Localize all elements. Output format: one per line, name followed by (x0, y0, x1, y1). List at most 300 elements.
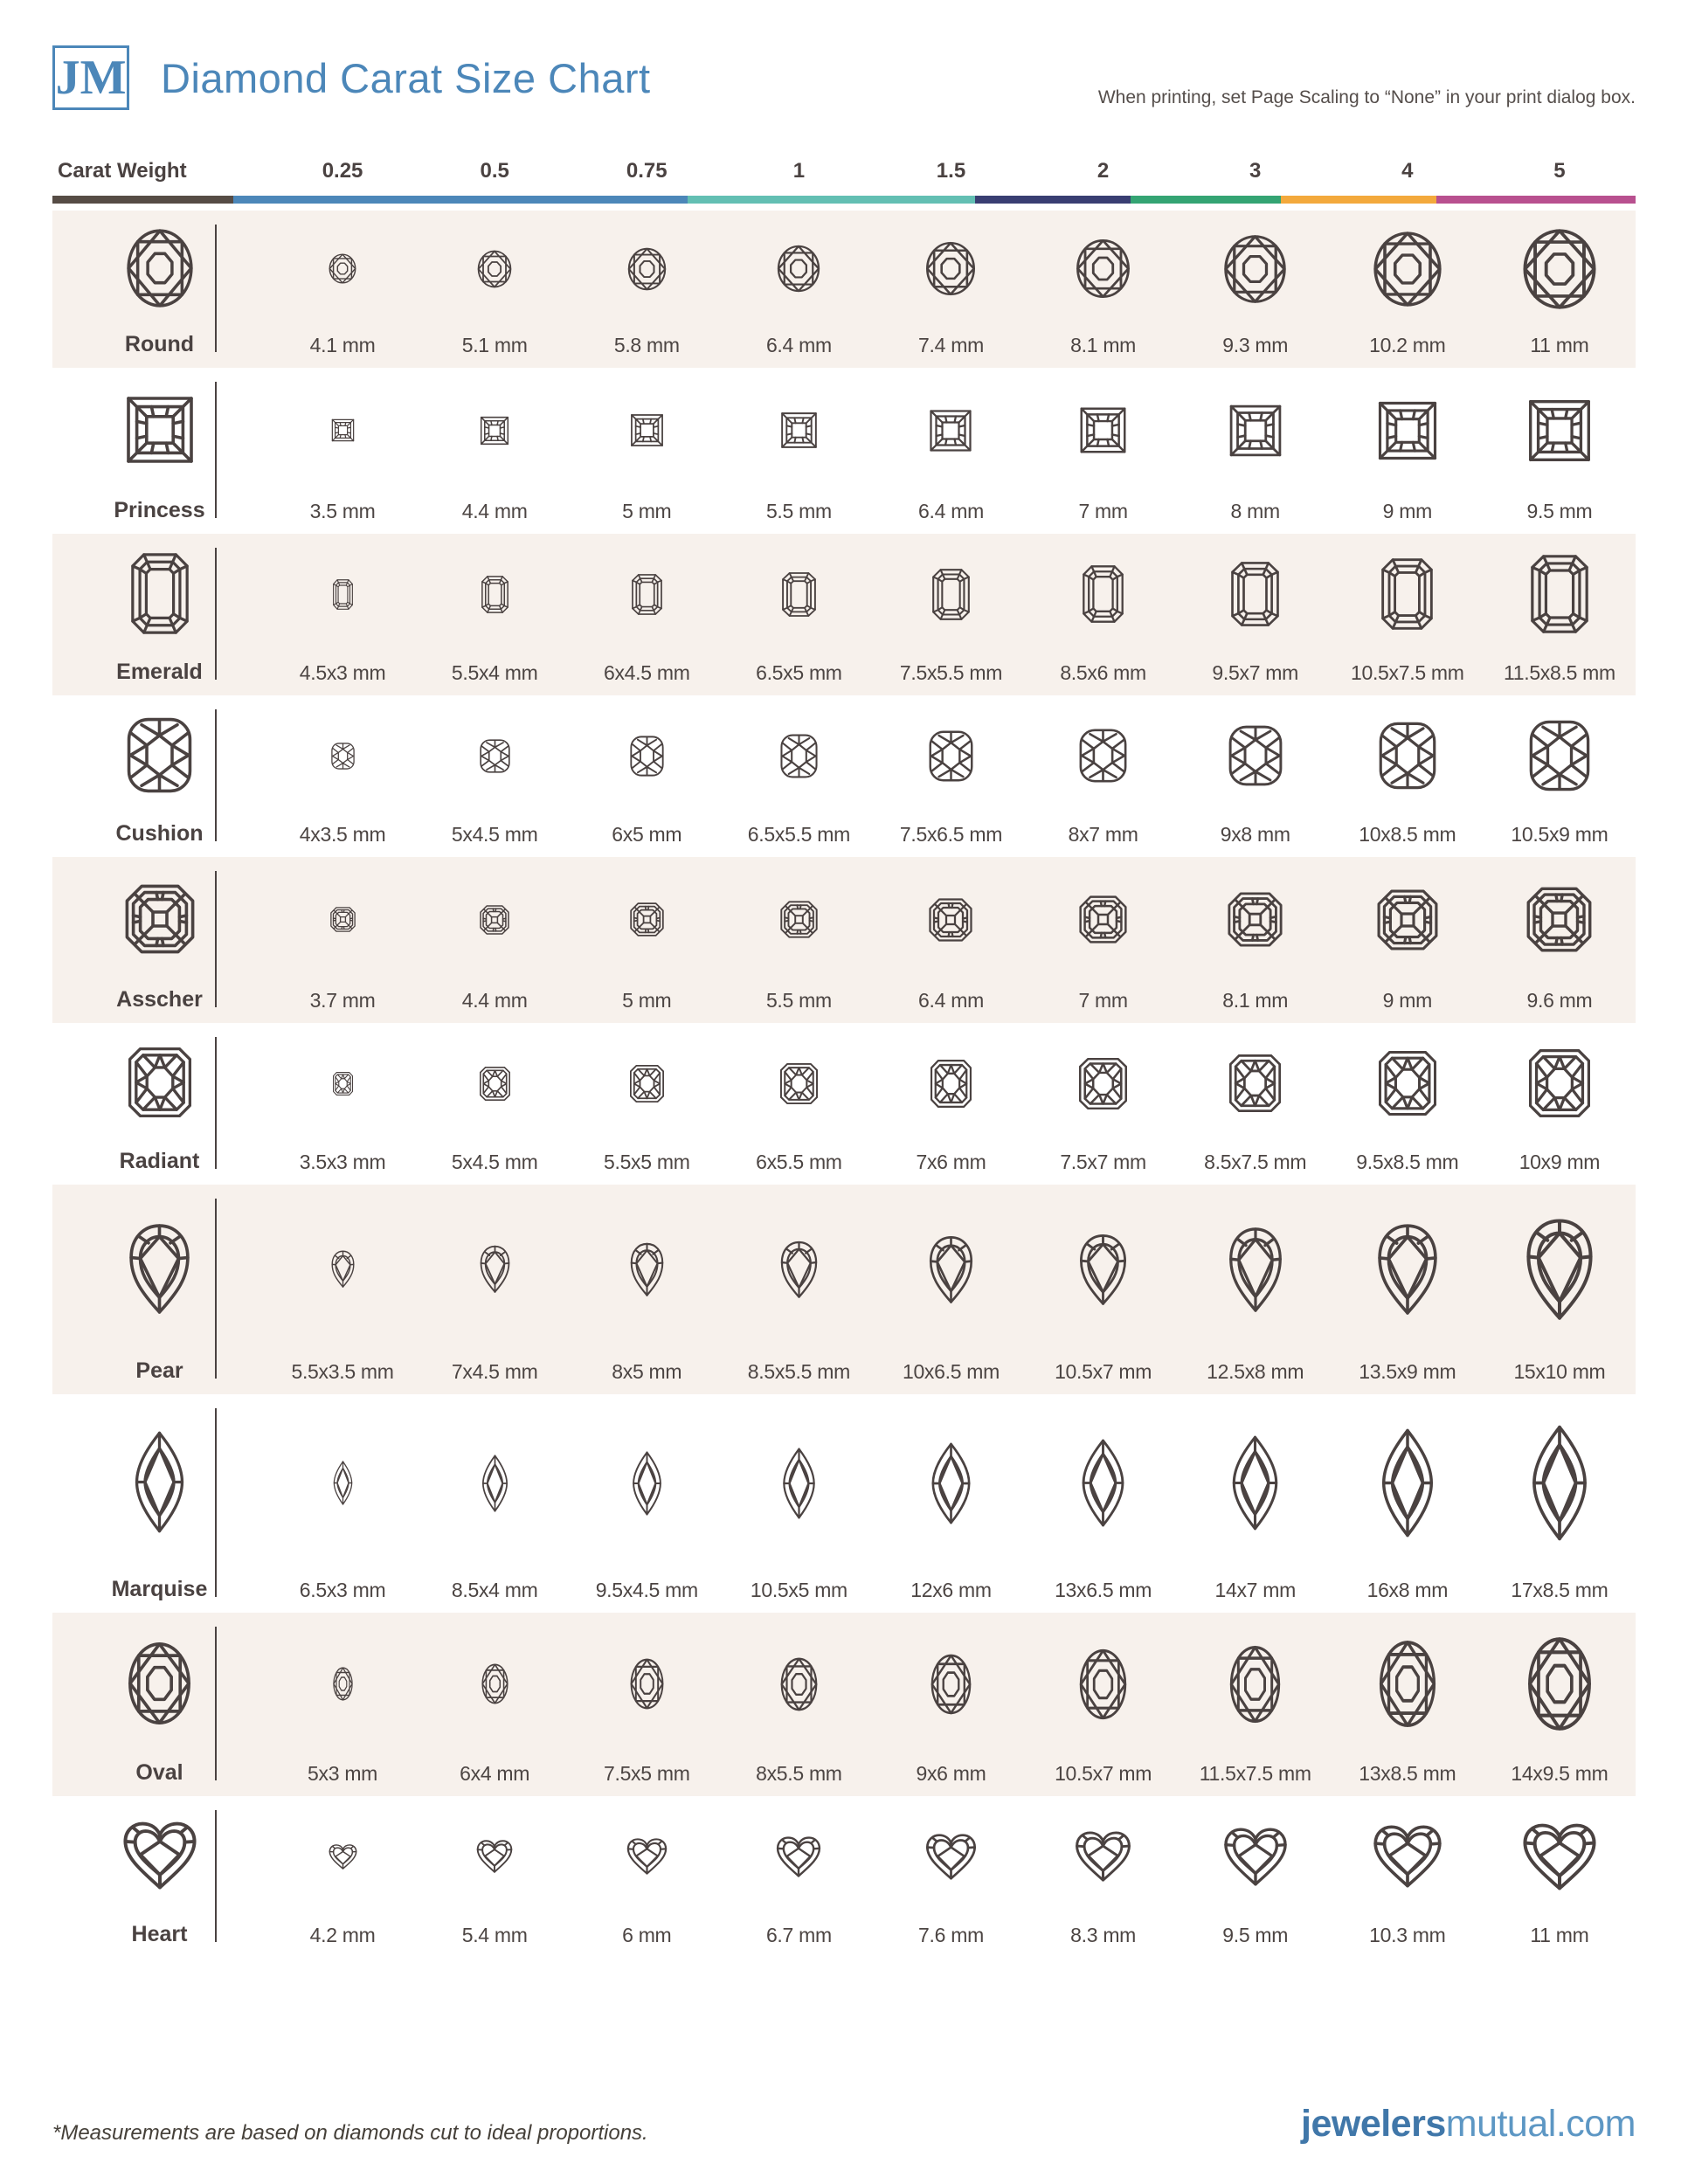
row-divider-line (215, 1408, 217, 1597)
size-measurement-label: 4x3.5 mm (299, 823, 386, 846)
size-icon-wrap (331, 368, 355, 493)
size-cell (419, 1613, 571, 1796)
carat-column-header: 0.25 (322, 159, 363, 183)
size-measurement-label: 7.6 mm (918, 1924, 984, 1946)
size-measurement-label: 5x3 mm (308, 1762, 378, 1785)
size-cell (1484, 1796, 1636, 1958)
size-icon-wrap (480, 857, 509, 982)
size-icon-wrap (329, 211, 356, 327)
size-cell (1027, 1394, 1180, 1613)
round-diamond-icon (627, 247, 667, 291)
size-measurement-label: 5x4.5 mm (451, 823, 538, 846)
size-cell (419, 534, 571, 695)
size-icon-wrap (932, 534, 970, 654)
size-measurement-label: 10.5x7 mm (1055, 1360, 1152, 1383)
size-cell (419, 1394, 571, 1613)
size-cell (1180, 1185, 1332, 1394)
size-cell (571, 857, 723, 1023)
size-measurement-label: 5.5 mm (765, 500, 832, 522)
size-icon-wrap (1379, 695, 1436, 816)
size-cell (266, 695, 419, 857)
emerald-diamond-icon (1531, 555, 1588, 633)
size-icon-wrap (1377, 857, 1438, 982)
size-icon-wrap (776, 1796, 821, 1917)
size-icon-wrap (626, 1796, 668, 1917)
heart-diamond-icon (626, 1838, 668, 1875)
emerald-diamond-icon (632, 574, 662, 615)
size-cell (1332, 534, 1484, 695)
size-cell (1332, 1185, 1484, 1394)
row-divider-line (215, 1627, 217, 1780)
shape-cell-cushion (52, 695, 266, 857)
princess-diamond-icon (125, 395, 195, 465)
size-measurement-label: 3.5x3 mm (299, 1151, 386, 1173)
size-icon-wrap (480, 1185, 510, 1353)
size-icon-wrap (630, 1185, 664, 1353)
size-cell (1484, 1613, 1636, 1796)
size-measurement-label: 6.4 mm (918, 500, 984, 522)
size-cell (1332, 368, 1484, 534)
size-icon-wrap (630, 368, 664, 493)
size-cell (723, 1796, 875, 1958)
shape-name-label: Princess (114, 498, 205, 522)
cushion-diamond-icon (1228, 725, 1283, 786)
emerald-diamond-icon (782, 572, 816, 617)
oval-diamond-icon (1229, 1645, 1281, 1724)
size-icon-wrap (1081, 1394, 1125, 1572)
size-icon-wrap (1079, 695, 1127, 816)
size-cell (1180, 1613, 1332, 1796)
size-icon-wrap (1529, 1023, 1590, 1144)
size-icon-wrap (1228, 1185, 1283, 1353)
radiant-diamond-icon (1529, 1049, 1590, 1117)
size-icon-wrap (1079, 1613, 1127, 1755)
website-url-rest: mutual.com (1445, 2103, 1636, 2145)
size-measurement-label: 7.5x5 mm (603, 1762, 690, 1785)
size-measurement-label: 6.4 mm (918, 989, 984, 1012)
size-icon-wrap (481, 1394, 508, 1572)
size-measurement-label: 6 mm (622, 1924, 672, 1946)
size-cell (1484, 368, 1636, 534)
radiant-diamond-icon (480, 1067, 510, 1101)
pear-diamond-icon (128, 1223, 190, 1314)
asscher-diamond-icon (630, 902, 664, 936)
size-icon-wrap (1075, 1796, 1131, 1917)
size-cell (1027, 1023, 1180, 1185)
size-measurement-label: 8.5x7.5 mm (1204, 1151, 1307, 1173)
heart-diamond-icon (1223, 1828, 1288, 1886)
pear-diamond-icon (630, 1242, 664, 1296)
shape-icon-wrap (128, 1185, 190, 1351)
princess-diamond-icon (1527, 398, 1592, 463)
carat-column-header: 2 (1097, 159, 1110, 183)
size-icon-wrap (1522, 1796, 1597, 1917)
size-measurement-label: 6.5x5 mm (756, 661, 842, 684)
marquise-diamond-icon (1081, 1439, 1125, 1527)
size-icon-wrap (1531, 534, 1588, 654)
size-measurement-label: 9.5x7 mm (1212, 661, 1298, 684)
shape-icon-wrap (128, 1023, 191, 1142)
size-measurement-label: 14x7 mm (1214, 1579, 1296, 1601)
shape-row-cushion (52, 695, 1636, 857)
carat-scale-segment (233, 196, 688, 204)
size-cell (266, 857, 419, 1023)
size-icon-wrap (930, 1613, 972, 1755)
shape-row-asscher (52, 857, 1636, 1023)
asscher-diamond-icon (480, 905, 509, 935)
row-divider-line (215, 1199, 217, 1379)
size-icon-wrap (630, 1023, 664, 1144)
size-icon-wrap (1231, 1394, 1279, 1572)
shape-row-emerald (52, 534, 1636, 695)
row-divider-line (215, 382, 217, 518)
shape-cell-emerald (52, 534, 266, 695)
size-icon-wrap (1377, 368, 1438, 493)
size-icon-wrap (1223, 211, 1287, 327)
size-cell (875, 695, 1027, 857)
heart-diamond-icon (329, 1844, 357, 1870)
size-cell (875, 1613, 1027, 1796)
princess-diamond-icon (1377, 400, 1438, 461)
heart-diamond-icon (1522, 1823, 1597, 1890)
size-measurement-label: 4.4 mm (461, 500, 528, 522)
shape-icon-wrap (131, 534, 189, 653)
cushion-diamond-icon (780, 734, 818, 778)
size-icon-wrap (480, 368, 509, 493)
page-footer (52, 2103, 1636, 2184)
heart-diamond-icon (122, 1821, 197, 1890)
marquise-diamond-icon (1231, 1435, 1279, 1531)
size-cell (723, 534, 875, 695)
size-measurement-label: 10.2 mm (1369, 334, 1446, 356)
size-cell (1027, 368, 1180, 534)
carat-scale-segment (1131, 196, 1281, 204)
shape-icon-wrap (125, 857, 195, 980)
pear-diamond-icon (780, 1241, 818, 1298)
size-measurement-label: 11 mm (1530, 1924, 1589, 1946)
website-url (1301, 2103, 1636, 2146)
size-icon-wrap (1079, 857, 1127, 982)
princess-diamond-icon (630, 413, 664, 447)
size-cell (1484, 1185, 1636, 1394)
size-cell (1180, 534, 1332, 695)
size-measurement-label: 6.7 mm (765, 1924, 832, 1946)
size-icon-wrap (331, 695, 355, 816)
carat-scale-segment (52, 196, 233, 204)
size-icon-wrap (1377, 1185, 1438, 1353)
radiant-diamond-icon (630, 1065, 664, 1102)
heart-diamond-icon (1075, 1831, 1131, 1882)
row-divider-line (215, 548, 217, 680)
size-cell (571, 1394, 723, 1613)
size-icon-wrap (929, 857, 972, 982)
size-measurement-label: 10.5x5 mm (750, 1579, 847, 1601)
size-measurement-label: 8 mm (1230, 500, 1280, 522)
size-cell (1027, 695, 1180, 857)
size-measurement-label: 9.5x4.5 mm (595, 1579, 698, 1601)
size-icon-wrap (1373, 1796, 1442, 1917)
asscher-diamond-icon (125, 884, 195, 954)
print-instructions: When printing, set Page Scaling to “None” in your print dialog box. (1097, 87, 1636, 107)
size-icon-wrap (930, 1023, 972, 1144)
size-icon-wrap (632, 1394, 662, 1572)
marquise-diamond-icon (481, 1455, 508, 1512)
size-measurement-label: 5.8 mm (613, 334, 680, 356)
size-cell (1027, 1613, 1180, 1796)
shape-cell-princess (52, 368, 266, 534)
size-measurement-label: 8.1 mm (1222, 989, 1289, 1012)
size-icon-wrap (1228, 695, 1283, 816)
shape-name-label: Emerald (116, 660, 203, 684)
size-icon-wrap (1525, 1185, 1594, 1353)
size-measurement-label: 6x4.5 mm (603, 661, 690, 684)
size-cell (875, 368, 1027, 534)
size-cell (723, 1394, 875, 1613)
oval-diamond-icon (1079, 1648, 1127, 1720)
round-diamond-icon (1522, 228, 1597, 310)
size-icon-wrap (780, 857, 818, 982)
pear-diamond-icon (1377, 1223, 1438, 1315)
size-measurement-label: 7x6 mm (916, 1151, 986, 1173)
row-divider-line (215, 1810, 217, 1942)
size-icon-wrap (481, 534, 508, 654)
size-measurement-label: 6x5.5 mm (756, 1151, 842, 1173)
emerald-diamond-icon (932, 569, 970, 620)
cushion-diamond-icon (1079, 729, 1127, 783)
shape-cell-round (52, 211, 266, 368)
size-measurement-label: 8.5x4 mm (451, 1579, 538, 1601)
emerald-diamond-icon (1083, 565, 1124, 623)
size-icon-wrap (480, 695, 510, 816)
size-measurement-label: 4.4 mm (461, 989, 528, 1012)
size-cell (875, 1796, 1027, 1958)
size-cell (1027, 857, 1180, 1023)
size-icon-wrap (333, 1613, 353, 1755)
shape-cell-heart (52, 1796, 266, 1958)
size-measurement-label: 8x5 mm (612, 1360, 682, 1383)
size-cell (419, 368, 571, 534)
size-icon-wrap (925, 211, 976, 327)
size-icon-wrap (1526, 857, 1592, 982)
size-icon-wrap (333, 1023, 353, 1144)
size-icon-wrap (782, 534, 816, 654)
size-icon-wrap (1527, 368, 1592, 493)
jm-logo: JM (52, 45, 129, 110)
size-measurement-label: 10x9 mm (1519, 1151, 1601, 1173)
emerald-diamond-icon (131, 553, 189, 634)
size-measurement-label: 6x5 mm (612, 823, 682, 846)
heart-diamond-icon (476, 1840, 513, 1873)
asscher-diamond-icon (1228, 892, 1283, 947)
shape-icon-wrap (134, 1394, 185, 1570)
size-cell (571, 1185, 723, 1394)
shape-row-princess (52, 368, 1636, 534)
size-cell (266, 211, 419, 368)
oval-diamond-icon (128, 1641, 191, 1725)
size-icon-wrap (481, 1613, 508, 1755)
size-measurement-label: 9x8 mm (1220, 823, 1290, 846)
size-cell (875, 857, 1027, 1023)
size-icon-wrap (1229, 1613, 1281, 1755)
size-cell (723, 1613, 875, 1796)
shape-icon-wrap (126, 211, 194, 325)
oval-diamond-icon (1527, 1636, 1592, 1731)
size-icon-wrap (780, 695, 818, 816)
size-icon-wrap (480, 1023, 510, 1144)
size-measurement-label: 6x4 mm (460, 1762, 530, 1785)
shape-row-marquise (52, 1394, 1636, 1613)
size-measurement-label: 8.1 mm (1070, 334, 1137, 356)
size-icon-wrap (1223, 1796, 1288, 1917)
shape-cell-radiant (52, 1023, 266, 1185)
shape-row-oval (52, 1613, 1636, 1796)
size-icon-wrap (1229, 1023, 1281, 1144)
heart-diamond-icon (776, 1836, 821, 1877)
size-measurement-label: 11 mm (1530, 334, 1589, 356)
size-measurement-label: 9.6 mm (1526, 989, 1593, 1012)
size-measurement-label: 10.3 mm (1369, 1924, 1446, 1946)
size-cell (1027, 534, 1180, 695)
size-cell (1180, 695, 1332, 857)
shape-name-label: Asscher (116, 987, 203, 1012)
carat-column-header: 0.5 (480, 159, 509, 183)
princess-diamond-icon (480, 416, 509, 446)
size-icon-wrap (630, 695, 664, 816)
size-cell (1027, 211, 1180, 368)
size-measurement-label: 13.5x9 mm (1359, 1360, 1456, 1383)
size-cell (419, 695, 571, 857)
size-cell (1332, 1023, 1484, 1185)
size-icon-wrap (1381, 534, 1433, 654)
size-icon-wrap (331, 1185, 355, 1353)
size-measurement-label: 5.5x5 mm (603, 1151, 690, 1173)
size-icon-wrap (630, 1613, 664, 1755)
carat-weight-label: Carat Weight (58, 159, 187, 183)
size-icon-wrap (925, 1796, 977, 1917)
size-measurement-label: 11.5x8.5 mm (1503, 661, 1615, 684)
size-cell (875, 1185, 1027, 1394)
radiant-diamond-icon (930, 1060, 972, 1108)
size-cell (1484, 534, 1636, 695)
round-diamond-icon (777, 245, 820, 293)
carat-scale-segment (1436, 196, 1636, 204)
pear-diamond-icon (331, 1250, 355, 1288)
marquise-diamond-icon (930, 1442, 972, 1524)
shape-icon-wrap (128, 1613, 191, 1753)
size-cell (266, 1185, 419, 1394)
size-cell (1484, 1394, 1636, 1613)
size-icon-wrap (780, 1185, 818, 1353)
size-cell (875, 211, 1027, 368)
size-cell (571, 534, 723, 695)
carat-column-header: 3 (1249, 159, 1262, 183)
princess-diamond-icon (331, 418, 355, 442)
round-diamond-icon (126, 228, 194, 308)
size-measurement-label: 10x6.5 mm (902, 1360, 1000, 1383)
size-icon-wrap (1083, 534, 1124, 654)
size-icon-wrap (929, 368, 972, 493)
shape-rows (52, 211, 1636, 1958)
size-cell (1180, 857, 1332, 1023)
measurement-disclaimer: *Measurements are based on diamonds cut to ideal proportions. (52, 2121, 648, 2145)
size-cell (1332, 1613, 1484, 1796)
size-cell (723, 857, 875, 1023)
size-measurement-label: 8.5x5.5 mm (747, 1360, 850, 1383)
cushion-diamond-icon (1379, 722, 1436, 790)
pear-diamond-icon (1228, 1227, 1283, 1312)
shape-name-label: Cushion (115, 821, 204, 846)
size-cell (266, 1613, 419, 1796)
size-icon-wrap (1527, 1613, 1592, 1755)
size-measurement-label: 4.2 mm (309, 1924, 376, 1946)
princess-diamond-icon (780, 411, 818, 449)
shape-name-label: Pear (135, 1358, 183, 1383)
cushion-diamond-icon (480, 739, 510, 773)
carat-column-header: 0.75 (626, 159, 668, 183)
size-icon-wrap (782, 1394, 816, 1572)
pear-diamond-icon (1525, 1218, 1594, 1320)
size-measurement-label: 8.3 mm (1070, 1924, 1137, 1946)
size-measurement-label: 5x4.5 mm (451, 1151, 538, 1173)
princess-diamond-icon (1079, 406, 1127, 454)
asscher-diamond-icon (1079, 895, 1127, 943)
size-icon-wrap (777, 211, 820, 327)
radiant-diamond-icon (1379, 1051, 1436, 1116)
marquise-diamond-icon (632, 1451, 662, 1516)
size-cell (1180, 1394, 1332, 1613)
size-icon-wrap (780, 1023, 818, 1144)
size-cell (1484, 1023, 1636, 1185)
radiant-diamond-icon (128, 1047, 191, 1117)
size-cell (723, 368, 875, 534)
size-icon-wrap (1529, 695, 1590, 816)
shape-name-label: Oval (135, 1760, 183, 1785)
size-measurement-label: 5.5 mm (765, 989, 832, 1012)
size-measurement-label: 7.4 mm (918, 334, 984, 356)
princess-diamond-icon (929, 409, 972, 453)
size-measurement-label: 6.5x3 mm (299, 1579, 386, 1601)
size-cell (1180, 211, 1332, 368)
size-icon-wrap (1531, 1394, 1588, 1572)
heart-diamond-icon (925, 1834, 977, 1880)
size-measurement-label: 8.5x6 mm (1060, 661, 1146, 684)
size-measurement-label: 10x8.5 mm (1359, 823, 1456, 846)
size-cell (266, 1394, 419, 1613)
size-measurement-label: 9.5 mm (1526, 500, 1593, 522)
size-cell (266, 1023, 419, 1185)
size-cell (419, 1185, 571, 1394)
size-cell (1484, 211, 1636, 368)
size-icon-wrap (333, 534, 353, 654)
shape-icon-wrap (125, 368, 195, 491)
size-icon-wrap (1522, 211, 1597, 327)
round-diamond-icon (1076, 238, 1131, 299)
page-title: Diamond Carat Size Chart (161, 54, 651, 101)
size-icon-wrap (632, 534, 662, 654)
asscher-diamond-icon (330, 907, 356, 932)
asscher-diamond-icon (1526, 887, 1592, 952)
shape-name-label: Round (124, 332, 195, 356)
size-measurement-label: 7 mm (1078, 989, 1128, 1012)
size-cell (419, 1023, 571, 1185)
size-cell (1332, 857, 1484, 1023)
size-measurement-label: 8x5.5 mm (756, 1762, 842, 1785)
size-icon-wrap (1079, 368, 1127, 493)
size-measurement-label: 12.5x8 mm (1207, 1360, 1304, 1383)
size-icon-wrap (333, 1394, 353, 1572)
shape-cell-marquise (52, 1394, 266, 1613)
size-cell (1027, 1185, 1180, 1394)
